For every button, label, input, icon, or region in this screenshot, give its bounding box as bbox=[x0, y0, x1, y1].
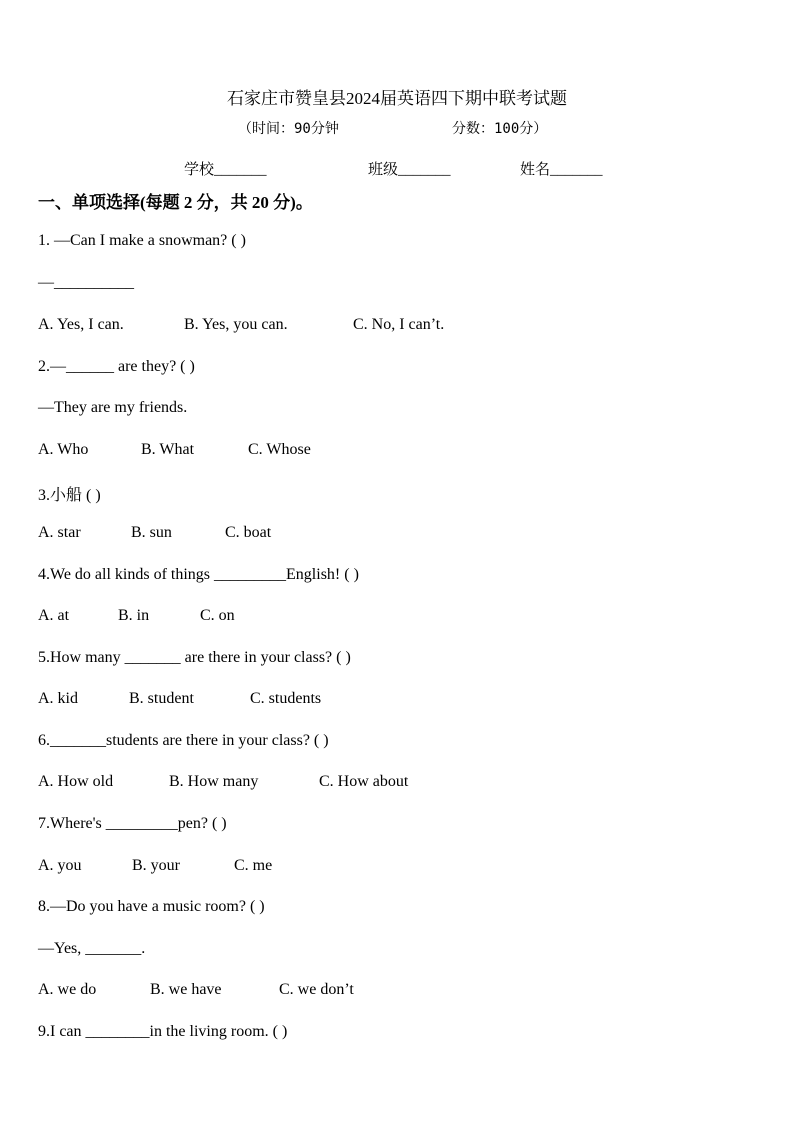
exam-title: 石家庄市赞皇县2024届英语四下期中联考试题 bbox=[227, 89, 567, 108]
question-stem: 7.Where's _________pen? ( ) bbox=[38, 815, 227, 832]
option-c: C. Whose bbox=[248, 441, 311, 458]
option-b: B. student bbox=[129, 690, 194, 707]
option-a: A. star bbox=[38, 524, 81, 541]
options-row bbox=[38, 607, 235, 625]
class-field: 班级_______ bbox=[368, 162, 451, 178]
options-row bbox=[38, 524, 271, 542]
options-row bbox=[38, 981, 354, 999]
option-a: A. kid bbox=[38, 690, 78, 707]
option-a: A. Yes, I can. bbox=[38, 316, 124, 333]
score-label: 分数：100分） bbox=[452, 121, 548, 137]
question-stem: 5.How many _______ are there in your class? ( ) bbox=[38, 649, 351, 666]
question-stem: 2.—______ are they? ( ) bbox=[38, 358, 195, 375]
name-field: 姓名_______ bbox=[520, 162, 603, 178]
section-heading: 一、单项选择(每题 2 分，共 20 分)。 bbox=[38, 193, 313, 212]
options-row bbox=[38, 857, 272, 875]
option-b: B. Yes, you can. bbox=[184, 316, 288, 333]
options-row bbox=[38, 690, 321, 708]
option-c: C. we don’t bbox=[279, 981, 354, 998]
question-stem: 6._______students are there in your class? ( ) bbox=[38, 732, 329, 749]
option-a: A. we do bbox=[38, 981, 97, 998]
question-stem: 9.I can ________in the living room. ( ) bbox=[38, 1023, 288, 1040]
option-a: A. you bbox=[38, 857, 82, 874]
option-a: A. Who bbox=[38, 441, 89, 458]
option-b: B. we have bbox=[150, 981, 222, 998]
answer-line: —They are my friends. bbox=[38, 399, 188, 416]
school-field: 学校_______ bbox=[184, 162, 267, 178]
option-b: B. sun bbox=[131, 524, 172, 541]
answer-line: —__________ bbox=[38, 274, 134, 291]
option-c: C. How about bbox=[319, 773, 409, 790]
answer-line: —Yes, _______. bbox=[38, 940, 146, 957]
option-b: B. How many bbox=[169, 773, 259, 790]
option-c: C. me bbox=[234, 857, 273, 874]
option-c: C. on bbox=[200, 607, 235, 624]
option-b: B. your bbox=[132, 857, 180, 874]
option-c: C. No, I can’t. bbox=[353, 316, 445, 333]
options-row bbox=[38, 773, 408, 791]
option-b: B. What bbox=[141, 441, 195, 458]
question-stem: 4.We do all kinds of things _________English! ( ) bbox=[38, 566, 359, 583]
option-b: B. in bbox=[118, 607, 150, 624]
option-a: A. at bbox=[38, 607, 70, 624]
options-row bbox=[38, 441, 311, 459]
question-stem: 3.小船 ( ) bbox=[38, 487, 101, 504]
option-a: A. How old bbox=[38, 773, 114, 790]
option-c: C. students bbox=[250, 690, 322, 707]
question-stem: 1. —Can I make a snowman? ( ) bbox=[38, 232, 246, 249]
question-stem: 8.—Do you have a music room? ( ) bbox=[38, 898, 265, 915]
time-label: （时间：90分钟 bbox=[238, 121, 339, 137]
option-c: C. boat bbox=[225, 524, 272, 541]
options-row bbox=[38, 316, 444, 334]
